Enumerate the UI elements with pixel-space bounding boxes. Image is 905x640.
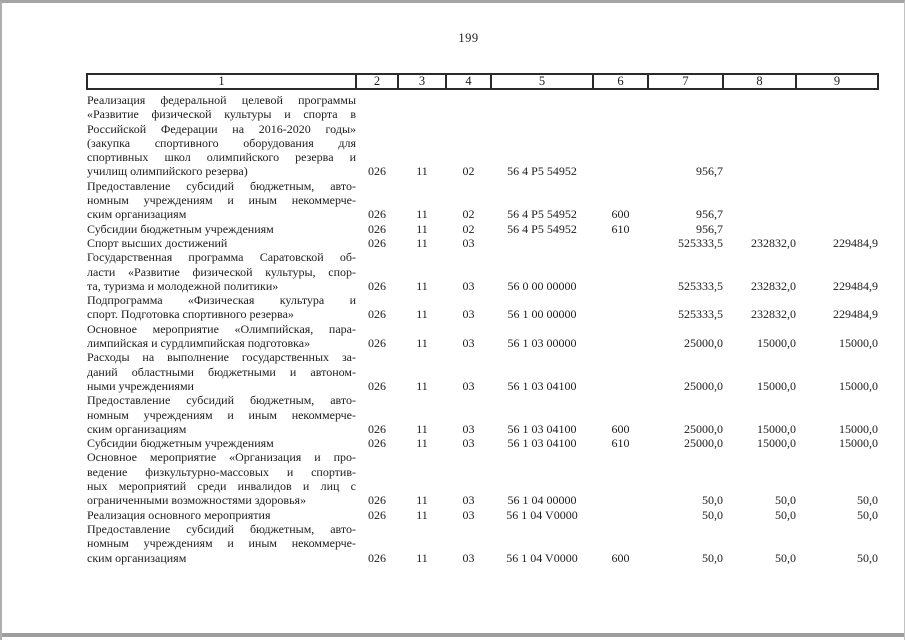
- value-cell-c4: 03: [462, 436, 475, 451]
- value-cell-c6: 610: [611, 436, 630, 451]
- value-cell-c7: 525333,5: [678, 235, 723, 250]
- budget-table-header: [87, 74, 878, 89]
- row-name-cell: [87, 222, 356, 236]
- value-cell-c6: [593, 508, 648, 522]
- value-cell-c4: 02: [462, 164, 475, 179]
- value-cell-c7: 50,0: [702, 550, 723, 565]
- value-cell-c3: 11: [416, 421, 428, 436]
- value-cell-c3: 11: [416, 378, 428, 393]
- row-name-cell: [87, 293, 356, 322]
- value-cell-c4: 03: [462, 378, 475, 393]
- table-row: [87, 222, 878, 236]
- value-cell-c2: 026: [368, 493, 386, 508]
- value-cell-c6: [593, 236, 648, 250]
- value-cell-c5: 56 1 03 04100: [507, 421, 577, 436]
- table-row: [87, 293, 878, 322]
- value-cell-c5: 56 4 P5 54952: [507, 207, 577, 222]
- row-name-line: Расходы на выполнение государственных за-: [87, 350, 356, 365]
- value-cell-c3: 11: [416, 164, 428, 179]
- row-name-line: Основное мероприятие «Олимпийская, пара-: [87, 321, 356, 336]
- value-cell-c5: 56 1 00 00000: [507, 307, 577, 322]
- value-cell-c9: 229484,9: [833, 235, 878, 250]
- value-cell-c7: 525333,5: [678, 278, 723, 293]
- value-cell-c7: 25000,0: [684, 421, 723, 436]
- row-name-cell: [87, 89, 356, 179]
- row-name-cell: [87, 236, 356, 250]
- value-cell-c9: 15000,0: [839, 436, 878, 451]
- row-name-line: та, туризма и молодежной политики»: [87, 278, 279, 293]
- budget-table: [86, 73, 879, 565]
- value-cell-c5: 56 1 04 00000: [507, 493, 577, 508]
- value-cell-c9: [796, 179, 878, 222]
- row-name-line: Спорт высших достижений: [87, 235, 228, 250]
- row-name-line: училищ олимпийского резерва): [87, 164, 248, 179]
- table-row: [87, 89, 878, 179]
- value-cell-c8: [723, 179, 796, 222]
- row-name-cell: [87, 450, 356, 507]
- value-cell-c5: 56 4 P5 54952: [507, 164, 577, 179]
- value-cell-c2: 026: [368, 507, 386, 522]
- scan-edge: [2, 633, 904, 637]
- row-name-line: ским организациям: [87, 421, 187, 436]
- value-cell-c7: 956,7: [696, 207, 723, 222]
- value-cell-c8: 50,0: [775, 493, 796, 508]
- row-name-line: Реализация федеральной целевой программы: [87, 93, 356, 107]
- column-header: 2: [356, 74, 398, 89]
- row-name-line: ведение физкультурно-массовых и спортив-: [87, 464, 356, 479]
- value-cell-c4: 03: [462, 421, 475, 436]
- value-cell-c2: 026: [368, 235, 386, 250]
- table-row: [87, 436, 878, 450]
- value-cell-c2: 026: [368, 336, 386, 351]
- row-name-line: Субсидии бюджетным учреждениям: [87, 221, 274, 236]
- table-row: [87, 393, 878, 436]
- page-number: 199: [458, 31, 479, 45]
- table-row: [87, 250, 878, 293]
- value-cell-c5: 56 0 00 00000: [507, 278, 577, 293]
- value-cell-c5: 56 1 04 V0000: [506, 507, 578, 522]
- value-cell-c9: 15000,0: [839, 378, 878, 393]
- value-cell-c7: 25000,0: [684, 378, 723, 393]
- table-row: [87, 179, 878, 222]
- value-cell-c5: [491, 236, 593, 250]
- value-cell-c4: 03: [462, 493, 475, 508]
- value-cell-c9: 50,0: [857, 507, 878, 522]
- row-name-cell: [87, 179, 356, 222]
- value-cell-c5: 56 4 P5 54952: [507, 221, 577, 236]
- value-cell-c8: 232832,0: [751, 235, 796, 250]
- value-cell-c2: 026: [368, 221, 386, 236]
- value-cell-c6: [593, 250, 648, 293]
- value-cell-c4: 03: [462, 507, 475, 522]
- row-name-line: Реализация основного мероприятия: [87, 507, 271, 522]
- value-cell-c6: [593, 89, 648, 179]
- row-name-cell: [87, 508, 356, 522]
- row-name-cell: [87, 250, 356, 293]
- value-cell-c7: 956,7: [696, 221, 723, 236]
- table-row: [87, 350, 878, 393]
- value-cell-c5: 56 1 03 00000: [507, 336, 577, 351]
- column-header: 6: [593, 74, 648, 89]
- value-cell-c2: 026: [368, 550, 386, 565]
- value-cell-c2: 026: [368, 378, 386, 393]
- value-cell-c7: 956,7: [696, 164, 723, 179]
- value-cell-c8: 15000,0: [757, 421, 796, 436]
- row-name-line: спортивных школ олимпийского резерва и: [87, 150, 356, 165]
- value-cell-c3: 11: [416, 278, 428, 293]
- value-cell-c3: 11: [416, 235, 428, 250]
- value-cell-c2: 026: [368, 164, 386, 179]
- table-row: [87, 508, 878, 522]
- value-cell-c4: 03: [462, 550, 475, 565]
- row-name-line: Основное мероприятие «Организация и про-: [87, 450, 356, 465]
- table-row: [87, 450, 878, 507]
- row-name-cell: [87, 436, 356, 450]
- value-cell-c2: 026: [368, 207, 386, 222]
- value-cell-c4: 02: [462, 207, 475, 222]
- value-cell-c3: 11: [416, 436, 428, 451]
- value-cell-c9: 15000,0: [839, 336, 878, 351]
- row-name-cell: [87, 522, 356, 565]
- column-header: 5: [491, 74, 593, 89]
- row-name-line: даний областными бюджетными и автоном-: [87, 364, 356, 379]
- value-cell-c3: 11: [416, 207, 428, 222]
- value-cell-c5: 56 1 03 04100: [507, 436, 577, 451]
- value-cell-c3: 11: [416, 493, 428, 508]
- value-cell-c2: 026: [368, 307, 386, 322]
- value-cell-c6: 600: [611, 550, 630, 565]
- value-cell-c8: 50,0: [775, 550, 796, 565]
- value-cell-c9: [796, 89, 878, 179]
- value-cell-c4: 03: [462, 307, 475, 322]
- value-cell-c8: [723, 89, 796, 179]
- value-cell-c8: 232832,0: [751, 278, 796, 293]
- value-cell-c9: 50,0: [857, 550, 878, 565]
- value-cell-c2: 026: [368, 421, 386, 436]
- row-name-line: номным учреждениям и иным некоммерче-: [87, 193, 356, 208]
- column-header: 7: [648, 74, 723, 89]
- column-header: 3: [398, 74, 446, 89]
- value-cell-c8: 15000,0: [757, 436, 796, 451]
- row-name-line: Субсидии бюджетным учреждениям: [87, 436, 274, 451]
- value-cell-c6: [593, 350, 648, 393]
- row-name-cell: [87, 350, 356, 393]
- row-name-line: ограниченными возможностями здоровья»: [87, 493, 307, 508]
- row-name-line: номным учреждениям и иным некоммерче-: [87, 407, 356, 422]
- value-cell-c8: [723, 222, 796, 236]
- budget-table-body: [87, 89, 878, 565]
- value-cell-c9: 229484,9: [833, 278, 878, 293]
- value-cell-c3: 11: [416, 336, 428, 351]
- row-name-line: ским организациям: [87, 550, 187, 565]
- row-name-line: Подпрограмма «Физическая культура и: [87, 293, 356, 308]
- row-name-cell: [87, 393, 356, 436]
- value-cell-c7: 50,0: [702, 493, 723, 508]
- value-cell-c5: 56 1 03 04100: [507, 378, 577, 393]
- value-cell-c8: 15000,0: [757, 336, 796, 351]
- value-cell-c4: 03: [462, 278, 475, 293]
- value-cell-c4: 03: [462, 235, 475, 250]
- value-cell-c8: 50,0: [775, 507, 796, 522]
- row-name-line: (закупка спортивного оборудования для: [87, 135, 356, 150]
- row-name-line: Государственная программа Саратовской об-: [87, 250, 356, 265]
- value-cell-c2: 026: [368, 436, 386, 451]
- value-cell-c9: 229484,9: [833, 307, 878, 322]
- value-cell-c6: [593, 450, 648, 507]
- row-name-line: «Развитие физической культуры и спорта в: [87, 107, 356, 122]
- value-cell-c3: 11: [416, 221, 428, 236]
- column-header: 9: [796, 74, 878, 89]
- row-name-line: Предоставление субсидий бюджетным, авто-: [87, 393, 356, 408]
- value-cell-c6: 600: [611, 207, 630, 222]
- value-cell-c6: 600: [611, 421, 630, 436]
- row-name-line: номным учреждениям и иным некоммерче-: [87, 536, 356, 551]
- value-cell-c7: 25000,0: [684, 436, 723, 451]
- value-cell-c7: 25000,0: [684, 336, 723, 351]
- value-cell-c7: 525333,5: [678, 307, 723, 322]
- row-name-line: спорт. Подготовка спортивного резерва»: [87, 307, 294, 322]
- row-name-line: ским организациям: [87, 207, 187, 222]
- value-cell-c8: 232832,0: [751, 307, 796, 322]
- row-name-line: Предоставление субсидий бюджетным, авто-: [87, 521, 356, 536]
- row-name-line: ными учреждениями: [87, 378, 194, 393]
- table-row: [87, 236, 878, 250]
- value-cell-c6: 610: [611, 221, 630, 236]
- header-row: [87, 74, 878, 89]
- row-name-line: Предоставление субсидий бюджетным, авто-: [87, 178, 356, 193]
- table-row: [87, 322, 878, 351]
- value-cell-c7: 50,0: [702, 507, 723, 522]
- row-name-line: лимпийская и сурдлимпийская подготовка»: [87, 336, 311, 351]
- value-cell-c3: 11: [416, 307, 428, 322]
- column-header: 1: [87, 74, 356, 89]
- table-row: [87, 522, 878, 565]
- column-header: 8: [723, 74, 796, 89]
- value-cell-c6: [593, 322, 648, 351]
- row-name-cell: [87, 322, 356, 351]
- value-cell-c9: 50,0: [857, 493, 878, 508]
- value-cell-c2: 026: [368, 278, 386, 293]
- value-cell-c3: 11: [416, 550, 428, 565]
- value-cell-c3: 11: [416, 507, 428, 522]
- value-cell-c5: 56 1 04 V0000: [506, 550, 578, 565]
- value-cell-c9: 15000,0: [839, 421, 878, 436]
- row-name-line: Российской Федерации на 2016-2020 годы»: [87, 121, 356, 136]
- value-cell-c4: 02: [462, 221, 475, 236]
- value-cell-c9: [796, 222, 878, 236]
- value-cell-c8: 15000,0: [757, 378, 796, 393]
- row-name-line: ласти «Развитие физической культуры, спор-: [87, 264, 356, 279]
- row-name-line: ных мероприятий среди инвалидов и лиц с: [87, 479, 356, 494]
- column-header: 4: [446, 74, 491, 89]
- value-cell-c6: [593, 293, 648, 322]
- value-cell-c4: 03: [462, 336, 475, 351]
